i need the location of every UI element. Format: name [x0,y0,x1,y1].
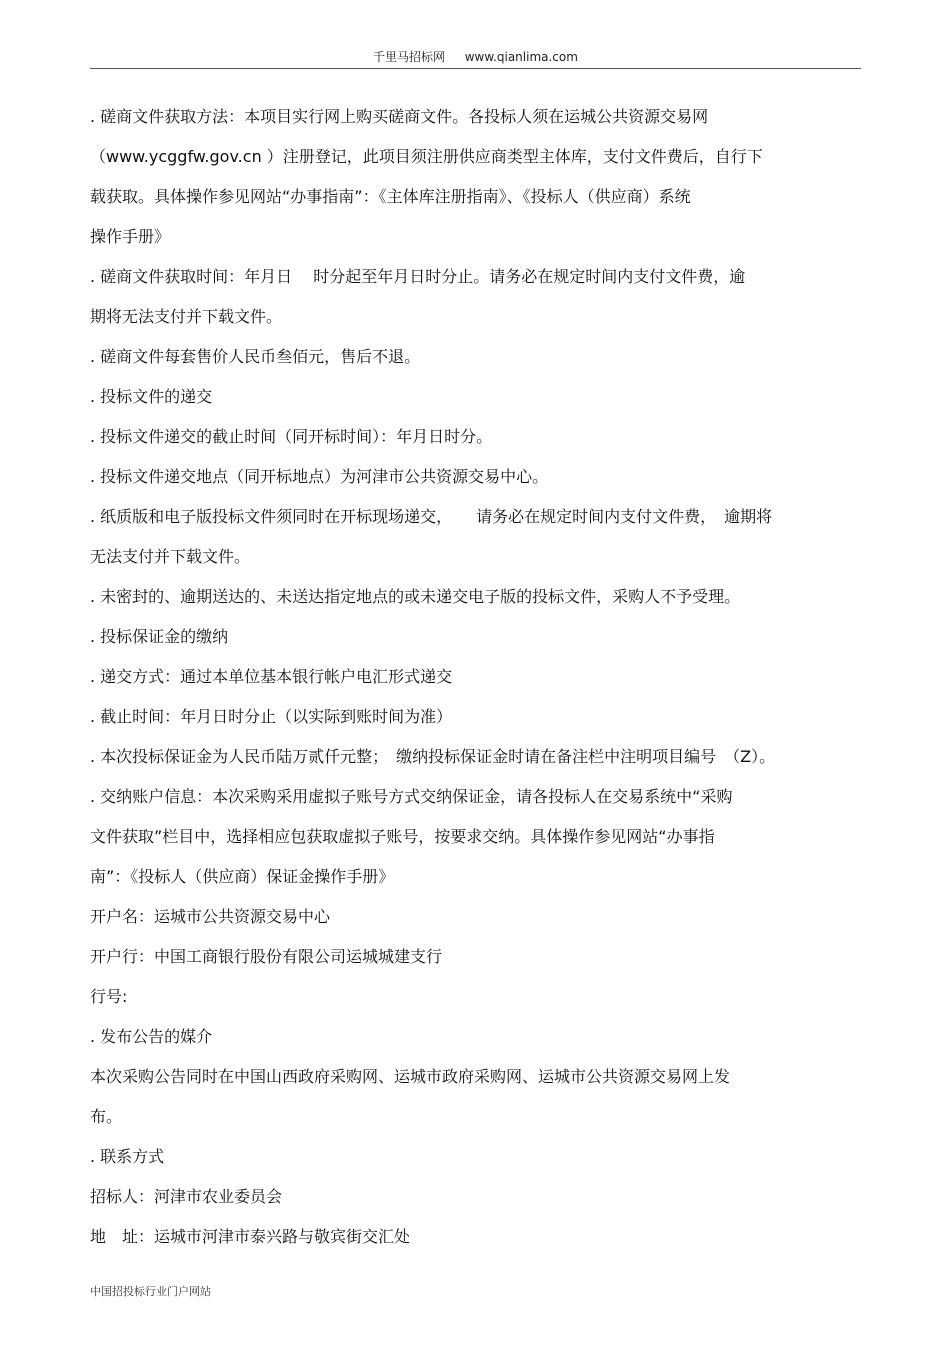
text-line: . 递交方式：通过本单位基本银行帐户电汇形式递交 [90,667,453,686]
text-line: 招标人：河津市农业委员会 [90,1187,283,1206]
text-line: . 联系方式 [90,1147,165,1166]
text-line: . 投标文件递交地点（同开标地点）为河津市公共资源交易中心。 [90,467,549,486]
text-line: 本次采购公告同时在中国山西政府采购网、运城市政府采购网、运城市公共资源交易网上发 [90,1067,731,1086]
text-line: . 截止时间：年月日时分止（以实际到账时间为准） [90,707,453,726]
text-line: 地 址：运城市河津市泰兴路与敬宾街交汇处 [90,1227,411,1246]
page-header [90,40,861,69]
text-line: . 投标文件的递交 [90,387,213,406]
document-body [90,101,870,1261]
text-line: . 交纳账户信息：本次采购采用虚拟子账号方式交纳保证金，请各投标人在交易系统中“采购 [90,787,733,806]
header-site-url: www.qianlima.com [464,50,578,64]
text-line: （www.ycggfw.gov.cn ）注册登记，此项目须注册供应商类型主体库，支付文件费后，自行下 [90,147,763,166]
text-line: . 磋商文件获取方法：本项目实行网上购买磋商文件。各投标人须在运城公共资源交易网 [90,107,709,126]
text-line: . 纸质版和电子版投标文件须同时在开标现场递交， 请务必在规定时间内支付文件费， 逾期将 [90,507,773,526]
text-line: 开户名：运城市公共资源交易中心 [90,907,331,926]
text-line: 载获取。具体操作参见网站“办事指南”：《主体库注册指南》、《投标人（供应商）系统 [90,187,691,206]
text-line: 行号: [90,987,128,1006]
text-line: 操作手册》 [90,227,171,246]
text-line: . 磋商文件获取时间：年月日 时分起至年月日时分止。请务必在规定时间内支付文件费，逾 [90,267,746,286]
text-line: . 磋商文件每套售价人民币叁佰元，售后不退。 [90,347,421,366]
text-line: . 未密封的、逾期送达的、未送达指定地点的或未递交电子版的投标文件，采购人不予受理。 [90,587,741,606]
header-text [90,48,861,65]
text-line: . 发布公告的媒介 [90,1027,213,1046]
text-line: 文件获取”栏目中，选择相应包获取虚拟子账号，按要求交纳。具体操作参见网站“办事指 [90,827,715,846]
text-line: 无法支付并下载文件。 [90,547,251,566]
header-site-name: 千里马招标网 [373,50,446,64]
text-line: 期将无法支付并下载文件。 [90,307,283,326]
page-footer: 中国招投标行业门户网站 [90,1285,211,1298]
text-line: 布。 [90,1107,123,1126]
text-line: . 投标保证金的缴纳 [90,627,229,646]
text-line: . 本次投标保证金为人民币陆万贰仟元整； 缴纳投标保证金时请在备注栏中注明项目编号 （Z）。 [90,747,776,766]
text-line: 开户行：中国工商银行股份有限公司运城城建支行 [90,947,443,966]
text-line: 南”：《投标人（供应商）保证金操作手册》 [90,867,395,886]
text-line: . 投标文件递交的截止时间（同开标时间）：年月日时分。 [90,427,493,446]
